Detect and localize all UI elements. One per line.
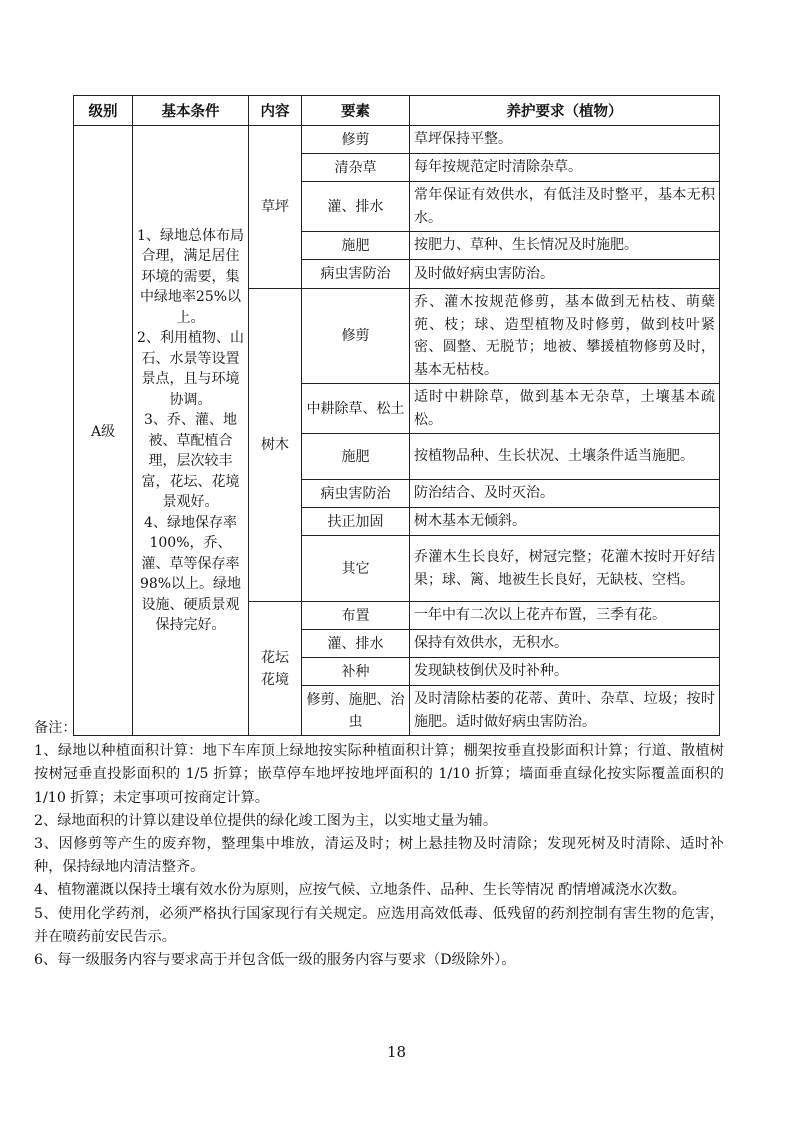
header-level: 级别 (74, 96, 133, 126)
requirement-cell: 常年保证有效供水，有低洼及时整平，基本无积水。 (410, 182, 720, 232)
requirement-cell: 保持有效供水，无积水。 (410, 630, 720, 658)
element-cell: 补种 (302, 658, 410, 686)
requirement-cell: 乔、灌木按规范修剪，基本做到无枯枝、萌蘖蔸、枝；球、造型植物及时修剪，做到枝叶紧密、圆整、无脱节；地被、攀援植物修剪及时，基本无枯枝。 (410, 289, 720, 384)
note-item-1: 1、绿地以种植面积计算：地下车库顶上绿地按实际种植面积计算；棚架按垂直投影面积计算；行道、散植树按树冠垂直投影面积的 1/5 折算；嵌草停车地坪按地坪面积的 1/10 折算；墙面垂直绿化按实际覆盖面积的 1/10 折算；未定事项可按商定计算。 (34, 743, 724, 806)
content-label-flowerbed: 花坛花境 (260, 649, 289, 688)
requirement-cell: 按肥力、草种、生长情况及时施肥。 (410, 232, 720, 260)
header-conditions: 基本条件 (133, 96, 249, 126)
element-cell: 扶正加固 (302, 508, 410, 536)
table-header-row (74, 96, 720, 126)
content-cell-lawn: 草坪 (249, 126, 302, 289)
requirement-cell: 及时清除枯萎的花蒂、黄叶、杂草、垃圾；按时施肥。适时做好病虫害防治。 (410, 686, 720, 736)
content-cell-flowerbed (249, 602, 302, 736)
requirement-cell: 按植物品种、生长状况、土壤条件适当施肥。 (410, 434, 720, 480)
element-cell: 病虫害防治 (302, 480, 410, 508)
note-item-2: 2、绿地面积的计算以建设单位提供的绿化竣工图为主，以实地丈量为辅。 (34, 812, 498, 829)
requirement-cell: 草坪保持平整。 (410, 126, 720, 154)
header-element: 要素 (302, 96, 410, 126)
element-cell: 修剪 (302, 289, 410, 384)
element-cell: 修剪 (302, 126, 410, 154)
notes-section (34, 717, 724, 972)
page-number: 18 (386, 1043, 407, 1061)
requirement-cell: 乔灌木生长良好，树冠完整；花灌木按时开好结果；球、篱、地被生长良好，无缺枝、空档。 (410, 536, 720, 602)
note-item-6: 6、每一级服务内容与要求高于并包含低一级的服务内容与要求（D级除外）。 (34, 952, 516, 969)
conditions-cell: 1、绿地总体布局合理，满足居住环境的需要，集中绿地率25%以上。 2、利用植物、山石、水景等设置景点，且与环境协调。 3、乔、灌、地被、草配植合理，层次较丰富，花坛、花境景观好。 4、绿地保存率100%，乔、灌、草等保存率98%以上。绿地设施、硬质景观保持完好。 (133, 126, 249, 736)
content-cell-trees: 树木 (249, 289, 302, 602)
element-cell: 中耕除草、松土 (302, 384, 410, 434)
element-cell: 灌、排水 (302, 182, 410, 232)
requirement-cell: 防治结合、及时灭治。 (410, 480, 720, 508)
note-item-4: 4、植物灌溉以保持土壤有效水份为原则，应按气候、立地条件、品种、生长等情况 酌情增减浇水次数。 (34, 882, 686, 899)
element-cell: 修剪、施肥、治虫 (302, 686, 410, 736)
table-row (74, 126, 720, 154)
requirement-cell: 每年按规范定时清除杂草。 (410, 154, 720, 182)
level-cell: A级 (74, 126, 133, 736)
maintenance-standard-table (73, 95, 720, 736)
requirement-cell: 发现缺枝倒伏及时补种。 (410, 658, 720, 686)
element-cell: 施肥 (302, 434, 410, 480)
notes-title: 备注： (34, 720, 77, 736)
requirement-cell: 适时中耕除草，做到基本无杂草，土壤基本疏松。 (410, 384, 720, 434)
requirement-cell: 树木基本无倾斜。 (410, 508, 720, 536)
element-cell: 其它 (302, 536, 410, 602)
element-cell: 病虫害防治 (302, 260, 410, 289)
note-item-5: 5、使用化学药剂，必须严格执行国家现行有关规定。应选用高效低毒、低残留的药剂控制有害生物的危害，并在喷药前安民告示。 (34, 905, 724, 945)
element-cell: 布置 (302, 602, 410, 630)
header-requirement: 养护要求（植物） (410, 96, 720, 126)
element-cell: 清杂草 (302, 154, 410, 182)
requirement-cell: 一年中有二次以上花卉布置，三季有花。 (410, 602, 720, 630)
requirement-cell: 及时做好病虫害防治。 (410, 260, 720, 289)
header-content: 内容 (249, 96, 302, 126)
element-cell: 灌、排水 (302, 630, 410, 658)
element-cell: 施肥 (302, 232, 410, 260)
note-item-3: 3、因修剪等产生的废弃物，整理集中堆放，清运及时；树上悬挂物及时清除；发现死树及时清除、适时补种，保持绿地内清洁整齐。 (34, 836, 724, 876)
